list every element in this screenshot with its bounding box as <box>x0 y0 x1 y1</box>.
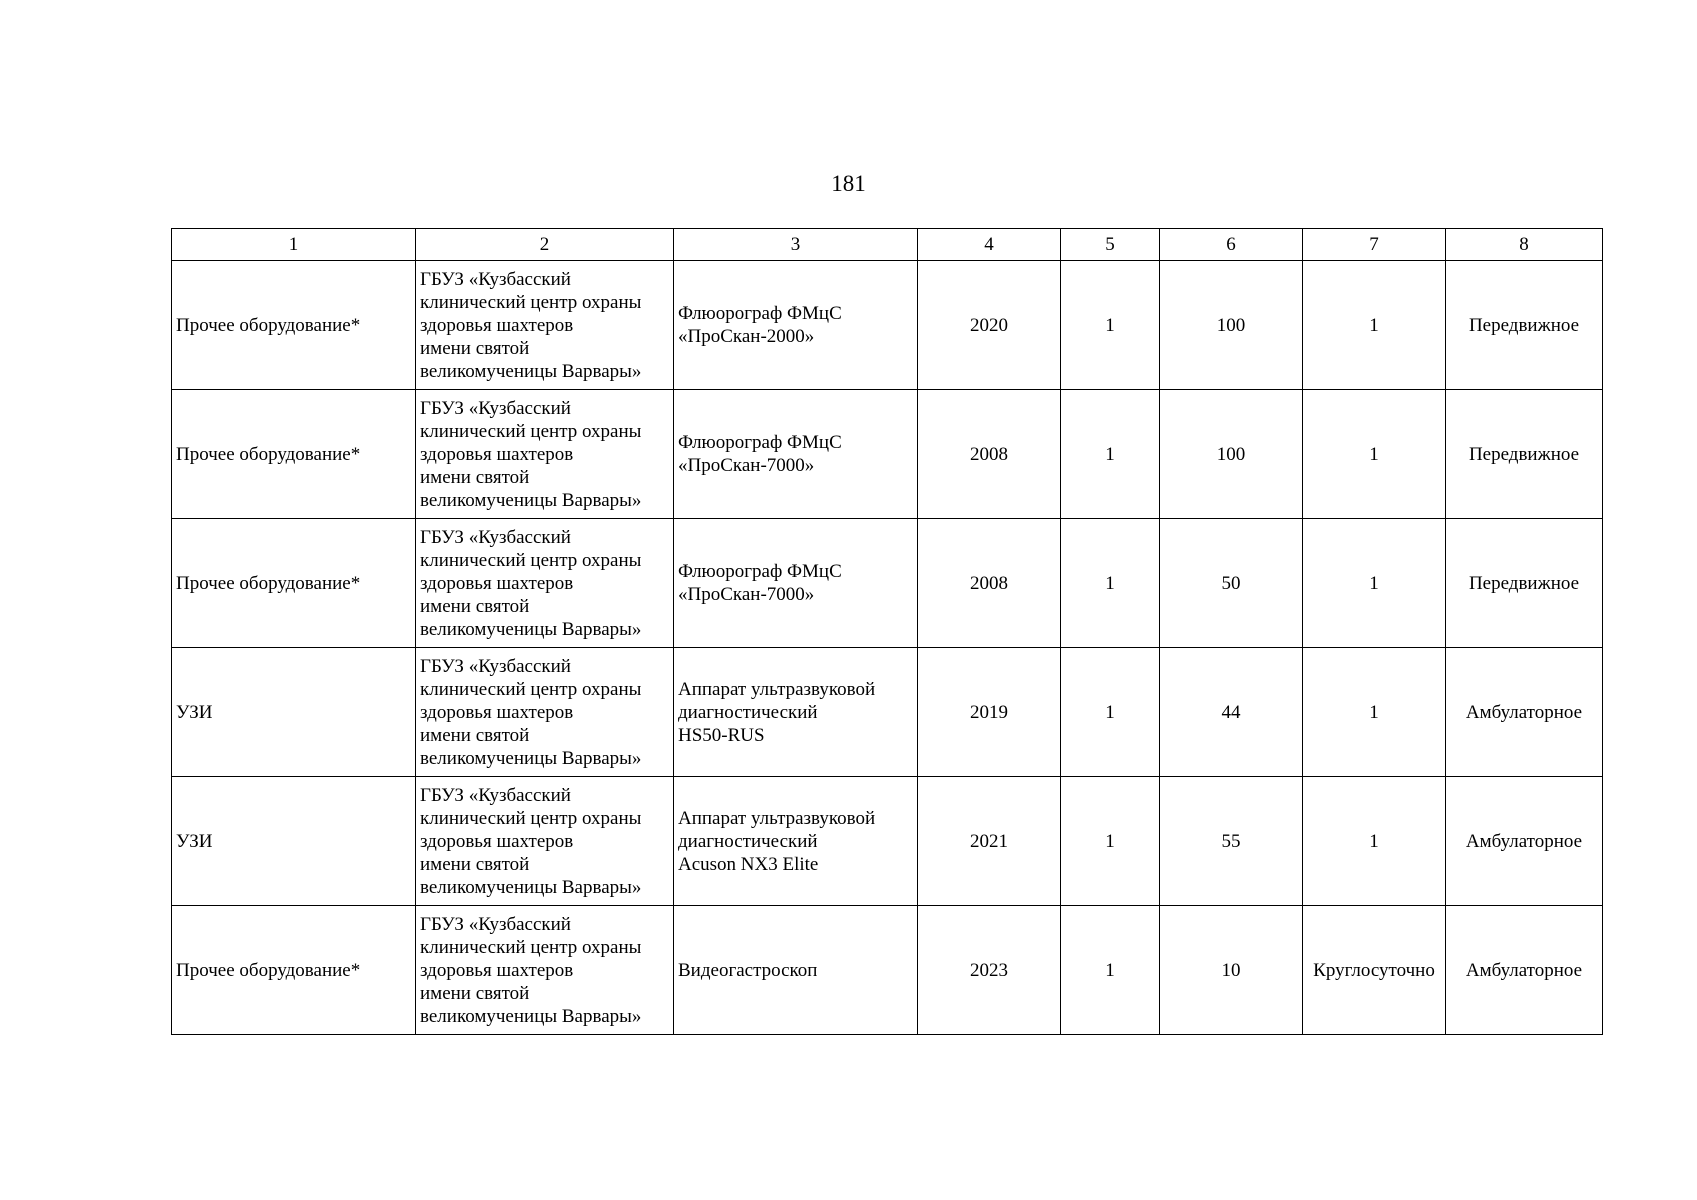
organization-cell <box>416 648 674 777</box>
year-cell: 2008 <box>918 390 1061 519</box>
table-row <box>172 390 1603 519</box>
column-header: 3 <box>674 229 918 261</box>
column-7-cell: 1 <box>1303 519 1446 648</box>
organization-line: великомученицы Варвары» <box>420 360 642 382</box>
year-cell: 2008 <box>918 519 1061 648</box>
organization-cell <box>416 390 674 519</box>
column-7-cell: 1 <box>1303 777 1446 906</box>
column-header: 1 <box>172 229 416 261</box>
column-header: 4 <box>918 229 1061 261</box>
column-6-cell: 50 <box>1160 519 1303 648</box>
device-name-line: Аппарат ультразвуковой <box>678 678 876 700</box>
organization-line: здоровья шахтеров <box>420 443 574 465</box>
table-row <box>172 519 1603 648</box>
equipment-category-cell: УЗИ <box>172 777 416 906</box>
device-name-line: Флюорограф ФМцС <box>678 303 842 324</box>
column-7-cell: 1 <box>1303 390 1446 519</box>
organization-line: здоровья шахтеров <box>420 314 574 336</box>
column-8-cell: Передвижное <box>1446 390 1603 519</box>
column-5-cell: 1 <box>1061 777 1160 906</box>
year-cell: 2023 <box>918 906 1061 1035</box>
column-6-cell: 44 <box>1160 648 1303 777</box>
device-name-line: Аппарат ультразвуковой <box>678 807 876 829</box>
column-6-cell: 100 <box>1160 261 1303 390</box>
device-name-cell <box>674 906 918 1035</box>
column-5-cell: 1 <box>1061 906 1160 1035</box>
column-5-cell: 1 <box>1061 648 1160 777</box>
organization-cell <box>416 906 674 1035</box>
equipment-category-cell: Прочее оборудование* <box>172 261 416 390</box>
column-8-cell: Амбулаторное <box>1446 906 1603 1035</box>
organization-line: великомученицы Варвары» <box>420 1005 642 1027</box>
organization-line: здоровья шахтеров <box>420 572 574 594</box>
device-name-cell <box>674 261 918 390</box>
equipment-category-cell: УЗИ <box>172 648 416 777</box>
page-number: 181 <box>831 171 866 196</box>
year-cell: 2020 <box>918 261 1061 390</box>
device-name-line: HS50-RUS <box>678 724 765 746</box>
organization-line: здоровья шахтеров <box>420 959 574 981</box>
column-8-cell: Амбулаторное <box>1446 648 1603 777</box>
column-7-cell: 1 <box>1303 648 1446 777</box>
organization-cell <box>416 519 674 648</box>
column-header: 8 <box>1446 229 1603 261</box>
organization-line: великомученицы Варвары» <box>420 747 642 769</box>
device-name-line: Флюорограф ФМцС <box>678 561 842 582</box>
device-name-line: диагностический <box>678 830 818 852</box>
column-7-cell: Круглосуточно <box>1303 906 1446 1035</box>
equipment-category-cell: Прочее оборудование* <box>172 390 416 519</box>
table-row <box>172 261 1603 390</box>
organization-line: ГБУЗ «Кузбасский <box>420 268 571 290</box>
year-cell: 2019 <box>918 648 1061 777</box>
organization-line: клинический центр охраны <box>420 936 642 958</box>
organization-line: великомученицы Варвары» <box>420 618 642 640</box>
device-name-cell <box>674 648 918 777</box>
column-header: 5 <box>1061 229 1160 261</box>
equipment-table <box>171 228 1603 1035</box>
organization-line: имени святой <box>420 724 530 746</box>
equipment-category-cell: Прочее оборудование* <box>172 519 416 648</box>
organization-cell <box>416 261 674 390</box>
organization-line: имени святой <box>420 853 530 875</box>
column-8-cell: Амбулаторное <box>1446 777 1603 906</box>
organization-line: здоровья шахтеров <box>420 701 574 723</box>
organization-line: ГБУЗ «Кузбасский <box>420 784 571 806</box>
organization-line: имени святой <box>420 337 530 359</box>
column-header: 2 <box>416 229 674 261</box>
device-name-line: Acuson NX3 Elite <box>678 853 819 875</box>
organization-cell <box>416 777 674 906</box>
column-6-cell: 55 <box>1160 777 1303 906</box>
column-header: 6 <box>1160 229 1303 261</box>
organization-line: ГБУЗ «Кузбасский <box>420 526 571 548</box>
organization-line: здоровья шахтеров <box>420 830 574 852</box>
organization-line: имени святой <box>420 595 530 617</box>
organization-line: клинический центр охраны <box>420 420 642 442</box>
organization-line: имени святой <box>420 982 530 1004</box>
device-name-cell <box>674 519 918 648</box>
table-row <box>172 648 1603 777</box>
organization-line: клинический центр охраны <box>420 807 642 829</box>
column-8-cell: Передвижное <box>1446 261 1603 390</box>
column-header: 7 <box>1303 229 1446 261</box>
header-row <box>172 229 1603 261</box>
device-name-line: диагностический <box>678 701 818 723</box>
column-6-cell: 100 <box>1160 390 1303 519</box>
device-name-line: Флюорограф ФМцС <box>678 432 842 453</box>
equipment-category-cell: Прочее оборудование* <box>172 906 416 1035</box>
table-row <box>172 906 1603 1035</box>
organization-line: клинический центр охраны <box>420 291 642 313</box>
organization-line: великомученицы Варвары» <box>420 489 642 511</box>
device-name-line: «ПроСкан-2000» <box>678 326 815 347</box>
organization-line: ГБУЗ «Кузбасский <box>420 913 571 935</box>
organization-line: клинический центр охраны <box>420 678 642 700</box>
organization-line: великомученицы Варвары» <box>420 876 642 898</box>
column-7-cell: 1 <box>1303 261 1446 390</box>
column-5-cell: 1 <box>1061 390 1160 519</box>
column-8-cell: Передвижное <box>1446 519 1603 648</box>
organization-line: имени святой <box>420 466 530 488</box>
table-row <box>172 777 1603 906</box>
device-name-cell <box>674 390 918 519</box>
column-5-cell: 1 <box>1061 519 1160 648</box>
column-6-cell: 10 <box>1160 906 1303 1035</box>
device-name-line: «ПроСкан-7000» <box>678 455 815 476</box>
column-5-cell: 1 <box>1061 261 1160 390</box>
year-cell: 2021 <box>918 777 1061 906</box>
organization-line: клинический центр охраны <box>420 549 642 571</box>
organization-line: ГБУЗ «Кузбасский <box>420 397 571 419</box>
device-name-cell <box>674 777 918 906</box>
device-name-line: Видеогастроскоп <box>678 959 818 981</box>
organization-line: ГБУЗ «Кузбасский <box>420 655 571 677</box>
device-name-line: «ПроСкан-7000» <box>678 584 815 605</box>
